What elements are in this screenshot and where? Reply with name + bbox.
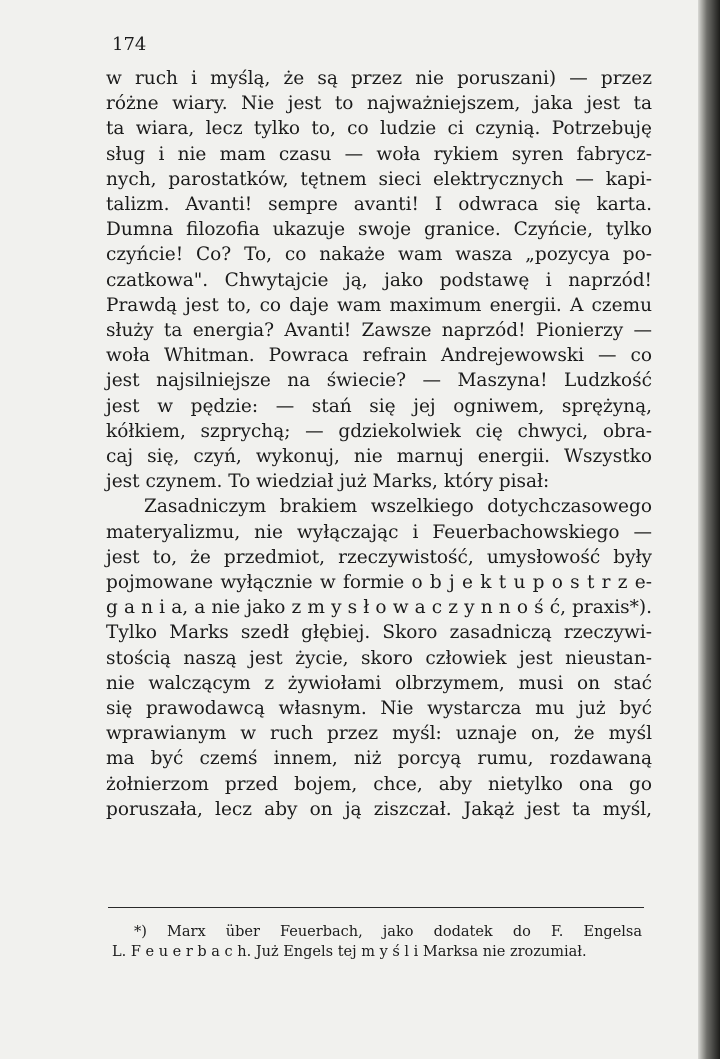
text-line: pojmowane wyłącznie w formie o b j e k t u p o s t r z e- [106,572,652,594]
footnote-line: *) Marx über Feuerbach, jako dodatek do F. Engelsa [134,924,642,940]
text-line: Zasadniczym brakiem wszelkiego dotychczasowego [144,496,652,518]
text-line: w ruch i myślą, że są przez nie poruszani) — przez [106,68,652,89]
text-line: g a n i a, a nie jako z m y s ł o w a c z y n n o ś ć, praxis*). [106,597,652,619]
text-line: służy ta energia? Avanti! Zawsze naprzód! Pionierzy — [106,320,652,342]
text-line: różne wiary. Nie jest to najważniejszem, jaka jest ta [106,93,652,115]
text-line: jest to, że przedmiot, rzeczywistość, umysłowość były [106,546,652,568]
footnote-divider [108,907,644,908]
text-line: jest najsilniejsze na świecie? — Maszyna! Ludzkość [106,370,652,392]
text-line: żołnierzom przed bojem, chce, aby nietylko ona go [106,773,652,795]
body-text [106,66,652,822]
text-line: talizm. Avanti! sempre avanti! I odwraca się karta. [106,194,652,216]
text-line: nie walczącym z żywiołami olbrzymem, musi on stać [106,672,652,694]
text-line: Dumna filozofia ukazuje swoje granice. Czyńcie, tylko [106,219,652,241]
text-line: kółkiem, szprychą; — gdziekolwiek cię chwyci, obra- [106,420,652,442]
text-line: stością naszą jest życie, skoro człowiek jest nieustan- [106,647,652,669]
text-line: jest w pędzie: — stań się jej ogniwem, sprężyną, [106,395,652,417]
text-line: sług i nie mam czasu — woła rykiem syren fabrycz- [106,143,652,165]
text-line: nych, parostatków, tętnem sieci elektrycznych — kapi- [106,168,652,190]
text-line: czatkowa". Chwytajcie ją, jako podstawę i naprzód! [106,269,652,291]
text-line: czyńcie! Co? To, co nakaże wam wasza „pozycya po- [106,244,652,266]
text-line: Prawdą jest to, co daje wam maximum energii. A czemu [106,294,652,316]
page-number: 174 [112,34,147,55]
text-line: poruszała, lecz aby on ją ziszczał. Jakąż jest ta myśl, [106,798,652,820]
scan-edge-shadow [698,0,720,1059]
text-line: caj się, czyń, wykonuj, nie marnuj energii. Wszystko [106,446,652,468]
text-line: się prawodawcą własnym. Nie wystarcza mu już być [106,698,652,720]
text-line: woła Whitman. Powraca refrain Andrejewowski — co [106,345,652,367]
text-line: ma być czemś innem, niż porcyą rumu, rozdawaną [106,748,652,770]
text-line: ta wiara, lecz tylko to, co ludzie ci czynią. Potrzebuję [106,118,652,140]
footnote [112,922,642,962]
text-line: wprawianym w ruch przez myśl: uznaje on, że myśl [106,723,652,745]
text-line: jest czynem. To wiedział już Marks, który pisał: [106,471,550,493]
text-line: materyalizmu, nie wyłączając i Feuerbachowskiego — [106,521,652,543]
footnote-line: L. F e u e r b a c h. Już Engels tej m y ś l i Marksa nie zrozumiał. [112,944,587,960]
text-line: Tylko Marks szedł głębiej. Skoro zasadniczą rzeczywi- [106,622,652,644]
